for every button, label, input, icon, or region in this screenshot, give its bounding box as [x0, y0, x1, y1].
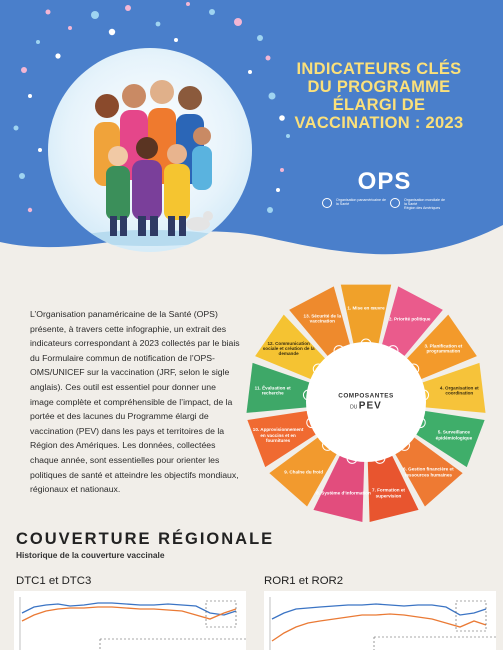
- chart-dtc: [14, 591, 246, 650]
- wheel-segment-label: 1. Mise en œuvre: [347, 305, 385, 311]
- pev-components-wheel: [232, 277, 500, 527]
- org-region: Région des Amériques: [404, 206, 441, 211]
- family-illustration: [48, 48, 252, 252]
- chart-ror: [264, 591, 496, 650]
- section-title: COUVERTURE RÉGIONALE: [16, 530, 275, 548]
- header-banner: [0, 0, 503, 262]
- wheel-segment-label: 7. Formation et supervision: [372, 487, 405, 499]
- org-name-paho: Organisation panaméricaine de la Santé: [336, 198, 386, 207]
- wheel-segment-label: 13. Sécurité de la vaccination: [303, 313, 342, 324]
- title-line: INDICATEURS CLÉS: [296, 60, 462, 78]
- wheel-segment-label: 6. Gestion financière et ressources humaines: [403, 467, 454, 478]
- wheel-center: [331, 393, 401, 412]
- chart-title-ror: ROR1 et ROR2: [264, 575, 344, 587]
- chart-ror-plot: [264, 591, 496, 650]
- wheel-segment-label: 8. Système d’information: [316, 490, 371, 496]
- wheel-center-pev: PEV: [358, 400, 382, 412]
- wheel-segment-label: 10. Approvisionnement en vaccins et en fournitures: [252, 427, 304, 443]
- section-subtitle: Historique de la couverture vaccinale: [16, 550, 165, 560]
- title-line: ÉLARGI DE: [332, 96, 426, 114]
- intro-paragraph: L’Organisation panaméricaine de la Santé (OPS) présente, à travers cette infographie, un extrait des indicateurs correspondant à 2023 collectés par le biais du Formulaire commun de notification de l’OPS-OMS/UNICEF sur la vaccination (JRF, selon le sigle anglais). Ces outil est essentiel pour donner une image complète et compréhensible de l’impact, de la portée et des lacunes du Programme élargi de vaccination (PEV) dans les pays et territoires de la Région des Amériques. Les données, collectées chaque année, sont essentielles pour orienter les politiques de santé et atteindre les objectifs mondiaux, régionaux et nationaux.: [30, 309, 240, 495]
- wheel-segment-label: 4. Organisation et coordination: [439, 385, 479, 396]
- wheel-segment-label: 2. Priorité politique: [388, 316, 431, 322]
- paho-emblem-icon: [322, 198, 332, 208]
- who-emblem-icon: [390, 198, 400, 208]
- chart-dtc-plot: [14, 591, 246, 650]
- title-line: VACCINATION : 2023: [294, 114, 464, 132]
- wheel-segment-label: 12. Communication sociale et création de la demande: [262, 340, 315, 357]
- wheel-segment-label: 11. Évaluation et recherche: [254, 385, 291, 396]
- ops-acronym: OPS: [357, 168, 412, 195]
- wheel-center-title: COMPOSANTES: [338, 392, 394, 400]
- wheel-center-du: DU: [350, 404, 358, 411]
- ops-logo: [322, 168, 447, 211]
- chart-title-dtc: DTC1 et DTC3: [16, 575, 92, 587]
- org-name-who: Organisation mondiale de la Santé: [404, 198, 445, 207]
- wheel-segment-label: 5. Surveillance épidémiologique: [435, 430, 473, 441]
- title-line: DU PROGRAMME: [307, 78, 451, 96]
- page-title: [276, 60, 482, 132]
- wheel-segment-label: 9. Chaîne du froid: [284, 469, 324, 475]
- wheel-segment-label: 3. Planification et programmation: [424, 343, 463, 354]
